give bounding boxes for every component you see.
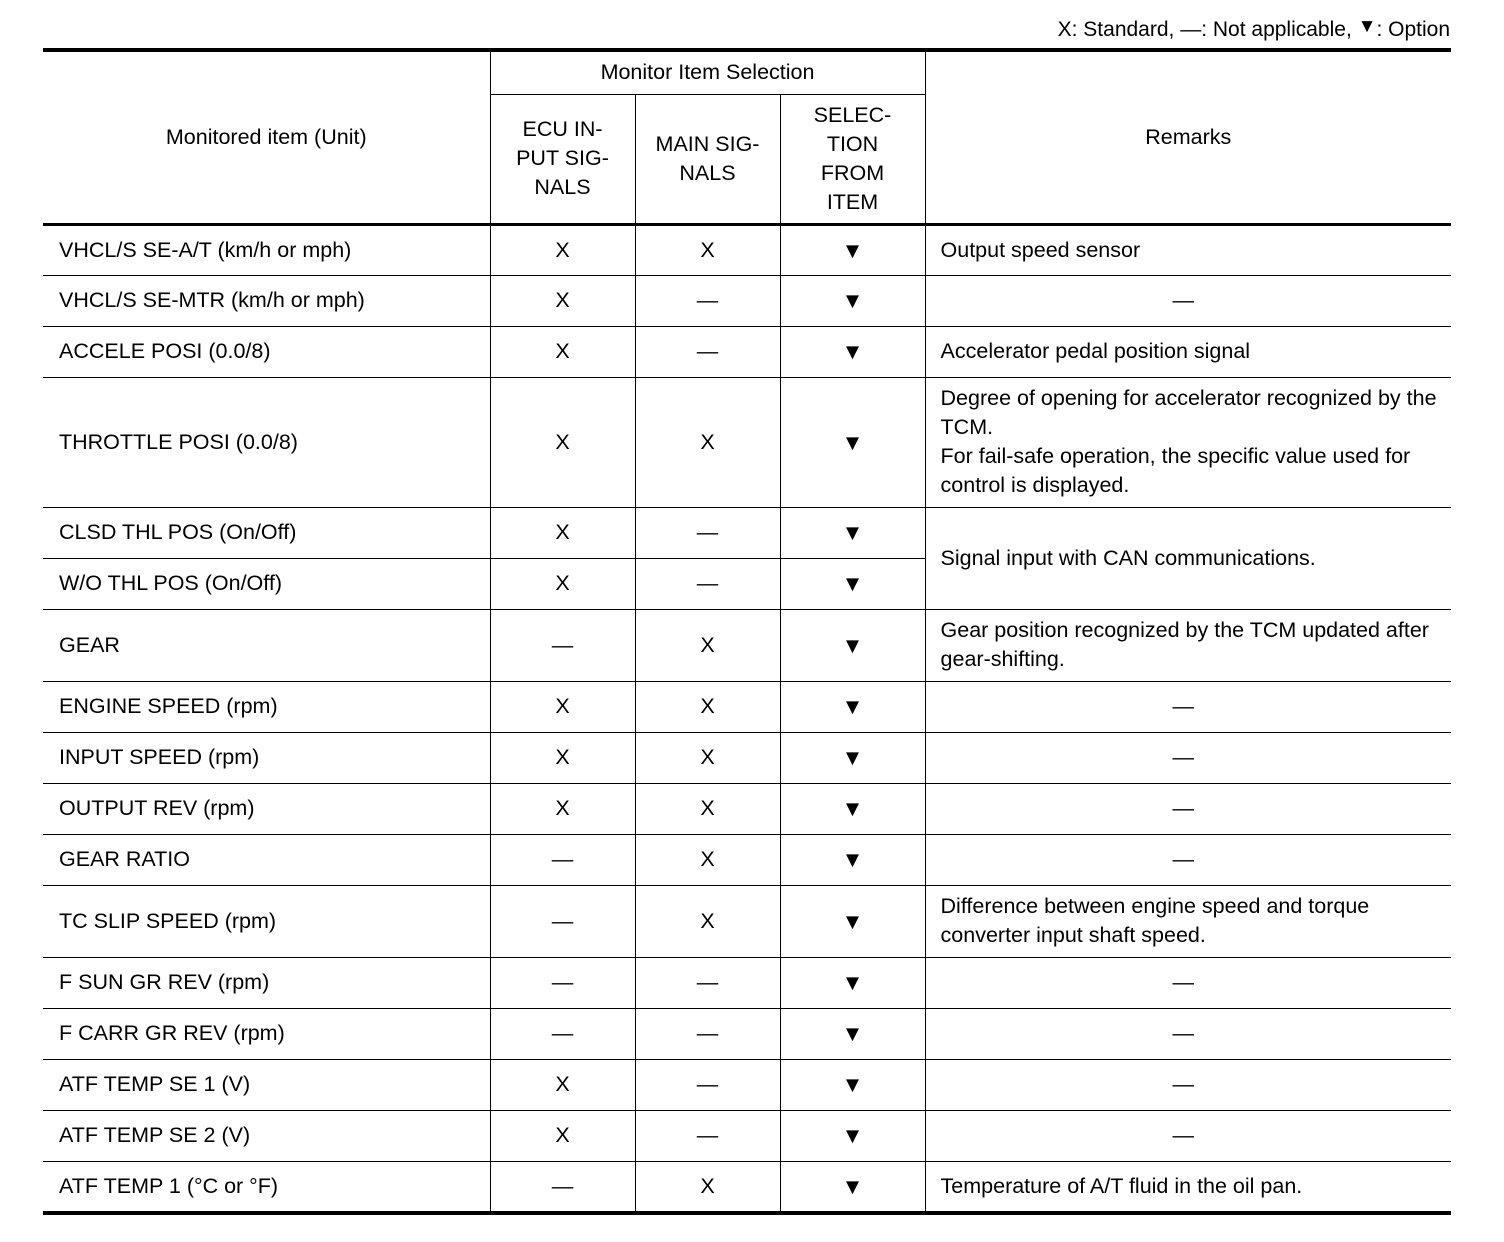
ecu-input-value: X (490, 326, 635, 377)
table-row (43, 957, 1451, 1008)
table-row (43, 377, 1451, 507)
table-row (43, 609, 1451, 681)
legend-standard-label: : Standard, (1071, 18, 1181, 41)
header-main-line: MAIN SIG- (655, 131, 760, 156)
header-sel-line: TION (826, 131, 879, 156)
table-row (43, 1161, 1451, 1213)
monitored-item: ATF TEMP SE 1 (V) (43, 1059, 490, 1110)
main-signal-value: X (635, 681, 780, 732)
table-row (43, 326, 1451, 377)
remark-line: For fail-safe operation, the specific value used for control is displayed. (940, 444, 1411, 497)
ecu-input-value: X (490, 732, 635, 783)
main-signal-value: X (635, 834, 780, 885)
main-signal-value: X (635, 885, 780, 957)
monitored-item: OUTPUT REV (rpm) (43, 783, 490, 834)
table-row (43, 1059, 1451, 1110)
main-signal-value: — (635, 275, 780, 326)
legend-option-label: : Option (1376, 18, 1450, 41)
remark-line: Degree of opening for accelerator recognized by the TCM. (940, 386, 1437, 439)
remark: Gear position recognized by the TCM updated after gear-shifting. (925, 609, 1451, 681)
main-signal-value: — (635, 326, 780, 377)
monitored-item: ACCELE POSI (0.0/8) (43, 326, 490, 377)
legend (1058, 18, 1450, 42)
header-ecu-line: PUT SIG- (516, 146, 609, 170)
option-triangle-icon: ▼ (780, 885, 925, 957)
option-triangle-icon: ▼ (780, 377, 925, 507)
ecu-input-value: — (490, 957, 635, 1008)
ecu-input-value: X (490, 1059, 635, 1110)
table-row (43, 1008, 1451, 1059)
header-main-line: NALS (679, 160, 736, 185)
remark (925, 377, 1451, 507)
table-row (43, 732, 1451, 783)
option-triangle-icon: ▼ (780, 1110, 925, 1161)
legend-na-label: : Not applicable, (1201, 18, 1358, 41)
table-row (43, 275, 1451, 326)
ecu-input-value: — (490, 834, 635, 885)
ecu-input-value: X (490, 377, 635, 507)
table-row (43, 507, 1451, 558)
option-triangle-icon: ▼ (780, 326, 925, 377)
header-monitor-item-selection: Monitor Item Selection (490, 50, 925, 94)
monitored-item: TC SLIP SPEED (rpm) (43, 885, 490, 957)
option-triangle-icon: ▼ (780, 681, 925, 732)
table-row (43, 834, 1451, 885)
ecu-input-value: X (490, 275, 635, 326)
option-triangle-icon: ▼ (780, 783, 925, 834)
option-triangle-icon: ▼ (780, 1161, 925, 1213)
monitored-item: VHCL/S SE-MTR (km/h or mph) (43, 275, 490, 326)
ecu-input-value: X (490, 507, 635, 558)
table-row (43, 885, 1451, 957)
option-triangle-icon: ▼ (780, 1059, 925, 1110)
main-signal-value: — (635, 957, 780, 1008)
ecu-input-value: X (490, 783, 635, 834)
remark: — (925, 1059, 1451, 1110)
main-signal-value: X (635, 732, 780, 783)
remark: Signal input with CAN communications. (925, 507, 1451, 609)
monitored-item: GEAR RATIO (43, 834, 490, 885)
ecu-input-value: X (490, 681, 635, 732)
main-signal-value: — (635, 1059, 780, 1110)
legend-na-symbol: — (1180, 18, 1202, 41)
ecu-input-value: X (490, 1110, 635, 1161)
remark: — (925, 681, 1451, 732)
table-row (43, 783, 1451, 834)
monitored-item: ATF TEMP SE 2 (V) (43, 1110, 490, 1161)
option-triangle-icon: ▼ (780, 224, 925, 275)
header-ecu-line: ECU IN- (522, 117, 603, 141)
option-triangle-icon: ▼ (780, 732, 925, 783)
remark: Difference between engine speed and torque converter input shaft speed. (925, 885, 1451, 957)
header-selection-from-item (780, 94, 925, 224)
monitored-item: CLSD THL POS (On/Off) (43, 507, 490, 558)
remark: — (925, 783, 1451, 834)
monitor-item-table (43, 48, 1451, 1215)
main-signal-value: — (635, 1008, 780, 1059)
option-triangle-icon: ▼ (1357, 16, 1377, 37)
option-triangle-icon: ▼ (780, 957, 925, 1008)
main-signal-value: X (635, 377, 780, 507)
ecu-input-value: — (490, 885, 635, 957)
option-triangle-icon: ▼ (780, 609, 925, 681)
header-main-signals (635, 94, 780, 224)
table-row (43, 1110, 1451, 1161)
monitored-item: GEAR (43, 609, 490, 681)
remark: Accelerator pedal position signal (925, 326, 1451, 377)
ecu-input-value: X (490, 224, 635, 275)
remark: — (925, 957, 1451, 1008)
remark: — (925, 1110, 1451, 1161)
table-row (43, 224, 1451, 275)
header-ecu-line: NALS (534, 175, 591, 199)
remark: Output speed sensor (925, 224, 1451, 275)
monitored-item: ENGINE SPEED (rpm) (43, 681, 490, 732)
legend-standard-symbol: X (1057, 18, 1072, 41)
monitored-item: W/O THL POS (On/Off) (43, 558, 490, 609)
monitored-item: F CARR GR REV (rpm) (43, 1008, 490, 1059)
monitored-item: F SUN GR REV (rpm) (43, 957, 490, 1008)
ecu-input-value: — (490, 1008, 635, 1059)
monitored-item: VHCL/S SE-A/T (km/h or mph) (43, 224, 490, 275)
option-triangle-icon: ▼ (780, 1008, 925, 1059)
header-remarks: Remarks (925, 50, 1451, 224)
ecu-input-value: — (490, 1161, 635, 1213)
option-triangle-icon: ▼ (780, 834, 925, 885)
monitored-item: THROTTLE POSI (0.0/8) (43, 377, 490, 507)
main-signal-value: X (635, 609, 780, 681)
header-sel-line: ITEM (826, 189, 879, 214)
option-triangle-icon: ▼ (780, 275, 925, 326)
ecu-input-value: — (490, 609, 635, 681)
remark: — (925, 275, 1451, 326)
remark: — (925, 1008, 1451, 1059)
remark: Temperature of A/T fluid in the oil pan. (925, 1161, 1451, 1213)
header-sel-line: FROM (820, 160, 885, 185)
header-sel-line: SELEC- (813, 102, 892, 127)
main-signal-value: — (635, 1110, 780, 1161)
monitored-item: INPUT SPEED (rpm) (43, 732, 490, 783)
table-row (43, 681, 1451, 732)
main-signal-value: — (635, 507, 780, 558)
main-signal-value: — (635, 558, 780, 609)
monitored-item: ATF TEMP 1 (°C or °F) (43, 1161, 490, 1213)
ecu-input-value: X (490, 558, 635, 609)
header-ecu-input-signals (490, 94, 635, 224)
header-monitored-item: Monitored item (Unit) (43, 50, 490, 224)
option-triangle-icon: ▼ (780, 507, 925, 558)
main-signal-value: X (635, 783, 780, 834)
remark: — (925, 732, 1451, 783)
option-triangle-icon: ▼ (780, 558, 925, 609)
main-signal-value: X (635, 224, 780, 275)
remark: — (925, 834, 1451, 885)
main-signal-value: X (635, 1161, 780, 1213)
